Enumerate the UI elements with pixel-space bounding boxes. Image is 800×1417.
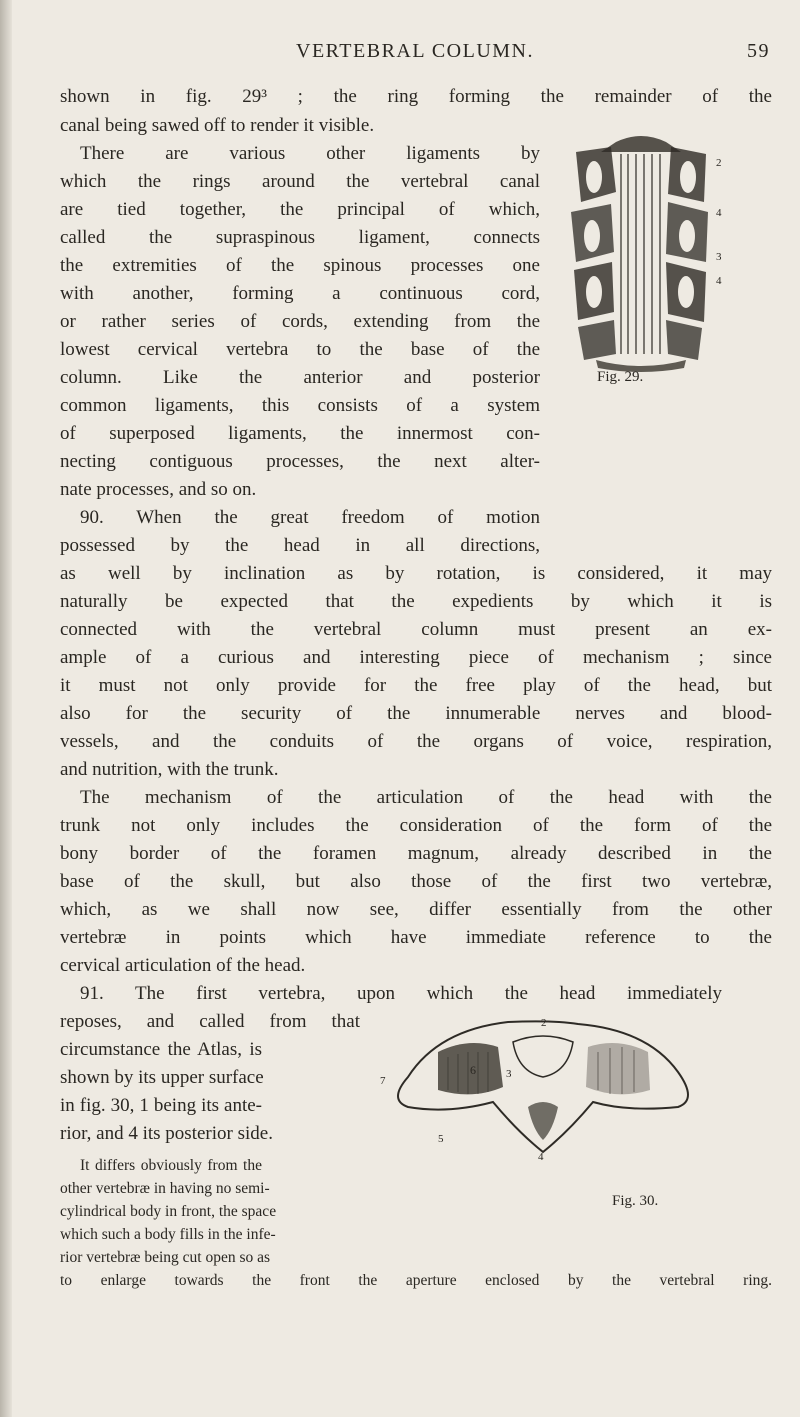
text-line: trunk not only includes the consideration of the form of the: [60, 815, 772, 836]
figure-30: [378, 1012, 710, 1162]
text-line: vertebræ in points which have immediate reference to the: [60, 927, 772, 948]
text-line: as well by inclination as by rotation, is considered, it may: [60, 563, 772, 584]
text-line: 90. When the great freedom of motion: [80, 507, 540, 528]
text-line: and nutrition, with the trunk.: [60, 759, 279, 780]
text-line: It differs obviously from the: [80, 1157, 262, 1174]
figure-29-label: 3: [716, 251, 722, 263]
figure-30-caption: Fig. 30.: [612, 1193, 659, 1209]
text-line: ample of a curious and interesting piece of mechanism ; since: [60, 647, 772, 668]
figure-29-label: 2: [716, 157, 722, 169]
figure-30-label: 4: [538, 1151, 544, 1162]
text-line: lowest cervical vertebra to the base of the: [60, 339, 540, 360]
figure-29-caption: Fig. 29.: [597, 369, 644, 385]
text-line: nate processes, and so on.: [60, 479, 257, 500]
text-line: necting contiguous processes, the next alter-: [60, 451, 540, 472]
text-line: the extremities of the spinous processes one: [60, 255, 540, 276]
text-line: of superposed ligaments, the innermost con-: [60, 423, 540, 444]
text-line: 91. The first vertebra, upon which the head immediately: [80, 983, 722, 1004]
text-line: called the supraspinous ligament, connects: [60, 227, 540, 248]
text-line: other vertebræ in having no semi-: [60, 1180, 270, 1197]
text-line: canal being sawed off to render it visible.: [60, 115, 375, 136]
figure-30-illustration: [378, 1012, 710, 1162]
text-line: or rather series of cords, extending from the: [60, 311, 540, 332]
text-line: base of the skull, but also those of the first two vertebræ,: [60, 871, 772, 892]
text-line: possessed by the head in all directions,: [60, 535, 540, 556]
text-line: column. Like the anterior and posterior: [60, 367, 540, 388]
running-header: [60, 40, 770, 70]
text-line: cylindrical body in front, the space: [60, 1203, 277, 1220]
figure-30-label: 6: [470, 1063, 476, 1077]
text-line: rior, and 4 its posterior side.: [60, 1123, 273, 1144]
running-title: VERTEBRAL COLUMN.: [296, 40, 534, 62]
text-line: shown by its upper surface: [60, 1067, 264, 1088]
page-number: 59: [747, 40, 770, 62]
text-line: rior vertebræ being cut open so as: [60, 1249, 271, 1266]
text-line: are tied together, the principal of which,: [60, 199, 540, 220]
figure-30-label: 7: [380, 1075, 386, 1087]
figure-29-label: 4: [716, 275, 722, 287]
text-line: reposes, and called from that: [60, 1011, 360, 1032]
text-line: circumstance the Atlas, is: [60, 1039, 262, 1060]
text-line: shown in fig. 29³ ; the ring forming the remainder of the: [60, 86, 772, 107]
text-line: The mechanism of the articulation of the head with the: [80, 787, 772, 808]
text-line: vessels, and the conduits of the organs of voice, respiration,: [60, 731, 772, 752]
text-line: connected with the vertebral column must present an ex-: [60, 619, 772, 640]
figure-29-label: 4: [716, 207, 722, 219]
figure-30-label: 3: [506, 1068, 512, 1080]
text-line: also for the security of the innumerable nerves and blood-: [60, 703, 772, 724]
text-line: bony border of the foramen magnum, already described in the: [60, 843, 772, 864]
text-line: cervical articulation of the head.: [60, 955, 306, 976]
figure-30-label: 5: [438, 1133, 444, 1145]
text-line: in fig. 30, 1 being its ante-: [60, 1095, 262, 1116]
binding-shadow: [0, 0, 12, 1417]
figure-29: [556, 132, 726, 372]
figure-30-label: 2: [541, 1017, 547, 1029]
text-line: it must not only provide for the free play of the head, but: [60, 675, 772, 696]
text-line: which such a body fills in the infe-: [60, 1226, 276, 1243]
text-line: which, as we shall now see, differ essentially from the other: [60, 899, 772, 920]
text-line: naturally be expected that the expedients by which it is: [60, 591, 772, 612]
text-line: which the rings around the vertebral canal: [60, 171, 540, 192]
figure-29-illustration: [556, 132, 726, 372]
text-line: with another, forming a continuous cord,: [60, 283, 540, 304]
text-line: to enlarge towards the front the aperture enclosed by the vertebral ring.: [60, 1272, 772, 1289]
text-line: common ligaments, this consists of a system: [60, 395, 540, 416]
text-line: There are various other ligaments by: [80, 143, 540, 164]
